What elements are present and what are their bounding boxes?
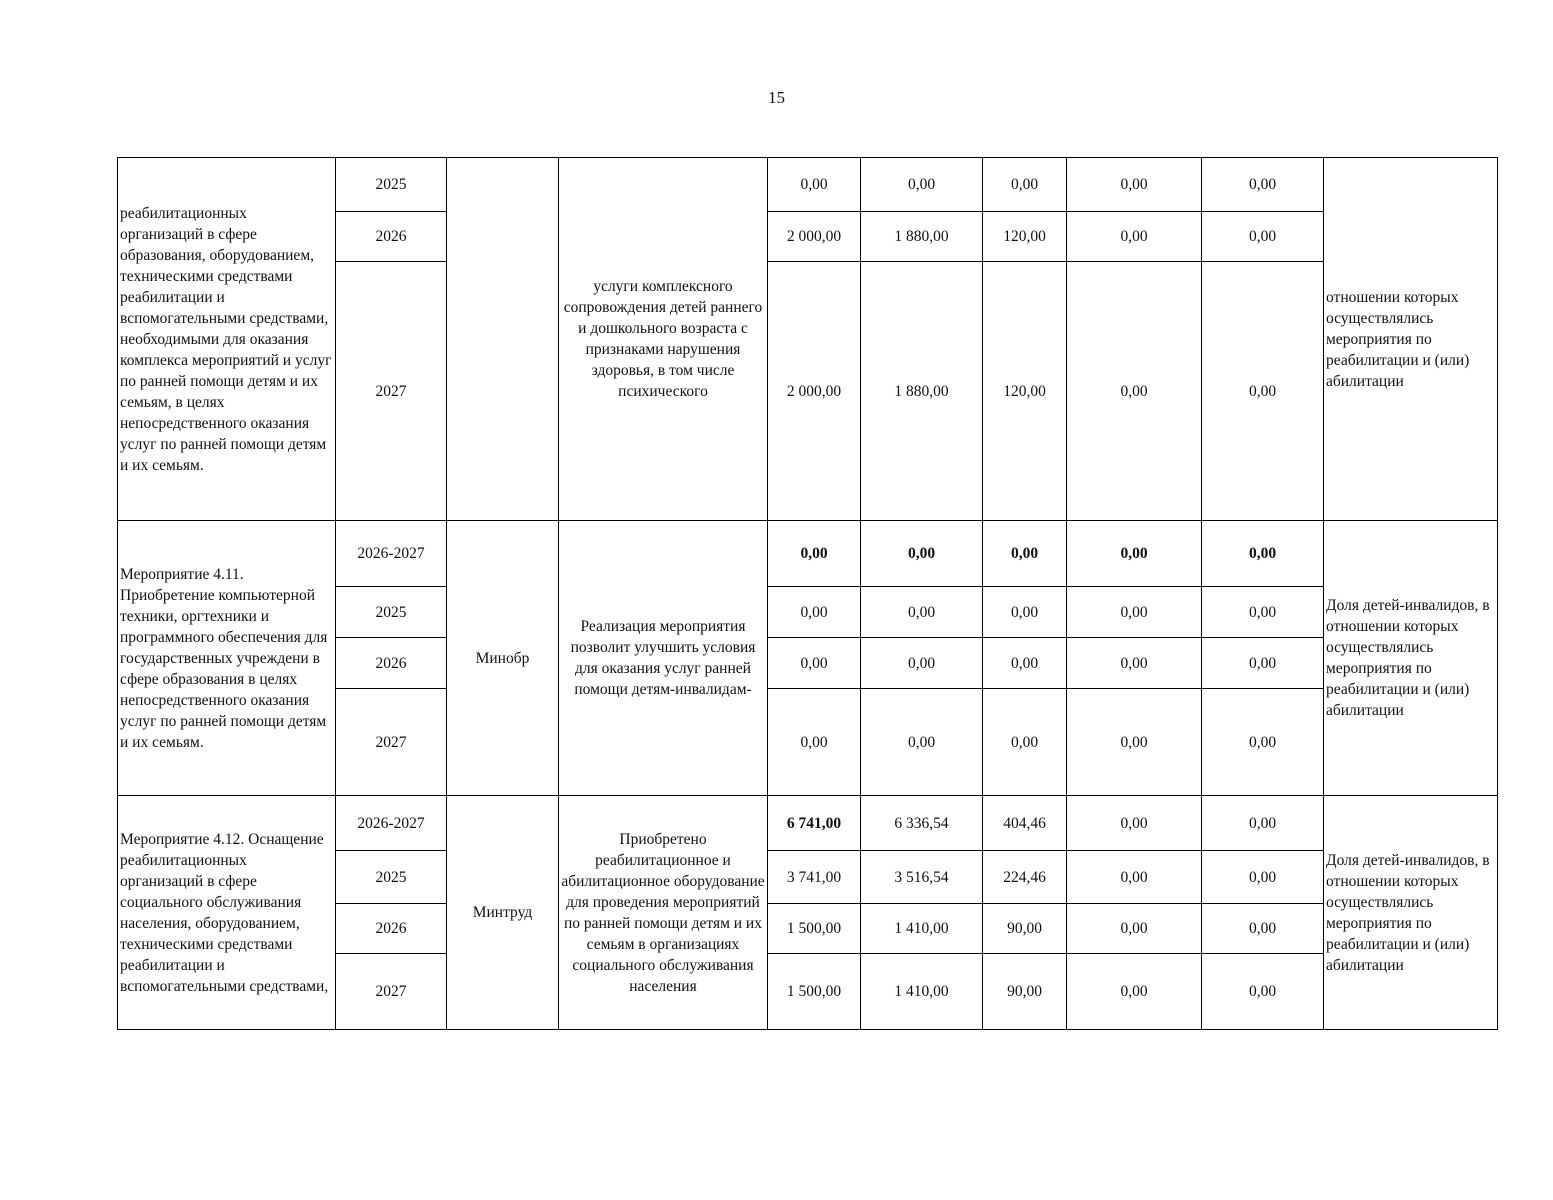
value-cell: 0,00 xyxy=(1202,521,1324,587)
value-cell: 0,00 xyxy=(983,158,1067,212)
value-cell: 0,00 xyxy=(983,521,1067,587)
total-value-cell: 1 500,00 xyxy=(768,904,861,954)
value-cell: 0,00 xyxy=(1067,638,1202,689)
value-cell: 0,00 xyxy=(861,521,983,587)
total-value-cell: 0,00 xyxy=(768,689,861,796)
value-cell: 1 410,00 xyxy=(861,904,983,954)
value-cell: 0,00 xyxy=(1202,796,1324,851)
value-cell: 0,00 xyxy=(861,638,983,689)
value-cell: 0,00 xyxy=(1067,262,1202,521)
value-cell: 90,00 xyxy=(983,954,1067,1030)
activity-name-cell: Мероприятие 4.11. Приобретение компьютерной техники, оргтехники и программного обеспечения для государственных учреждени в сфере образования в целях непосредственного оказания услуг по ранней помощи детям и их семьям. xyxy=(118,521,336,796)
total-value-cell: 1 500,00 xyxy=(768,954,861,1030)
value-cell: 0,00 xyxy=(1067,158,1202,212)
value-cell: 0,00 xyxy=(1202,638,1324,689)
total-value-cell: 0,00 xyxy=(768,638,861,689)
total-value-cell: 6 741,00 xyxy=(768,796,861,851)
year-cell: 2026 xyxy=(336,212,447,262)
year-cell: 2025 xyxy=(336,851,447,904)
total-value-cell: 0,00 xyxy=(768,587,861,638)
expected-result-cell: Приобретено реабилитационное и абилитационное оборудование для проведения мероприятий по ранней помощи детям и их семьям в организациях социального обслуживания населения xyxy=(559,796,768,1030)
expected-result-cell: Реализация мероприятия позволит улучшить условия для оказания услуг ранней помощи детям-инвалидам- xyxy=(559,521,768,796)
page-number: 15 xyxy=(768,88,785,107)
expected-result-cell: услуги комплексного сопровождения детей раннего и дошкольного возраста с признаками нарушения здоровья, в том числе психического xyxy=(559,158,768,521)
table-row xyxy=(118,521,1498,587)
total-value-cell: 3 741,00 xyxy=(768,851,861,904)
year-cell: 2025 xyxy=(336,587,447,638)
value-cell: 0,00 xyxy=(1067,689,1202,796)
activity-name-cell: Мероприятие 4.12. Оснащение реабилитационных организаций в сфере социального обслуживания населения, оборудованием, техническими средствами реабилитации и вспомогательными средствами, xyxy=(118,796,336,1030)
value-cell: 0,00 xyxy=(983,689,1067,796)
year-cell: 2027 xyxy=(336,689,447,796)
value-cell: 0,00 xyxy=(1202,689,1324,796)
value-cell: 1 880,00 xyxy=(861,262,983,521)
total-value-cell: 2 000,00 xyxy=(768,212,861,262)
value-cell: 224,46 xyxy=(983,851,1067,904)
value-cell: 0,00 xyxy=(1067,521,1202,587)
year-cell: 2027 xyxy=(336,954,447,1030)
value-cell: 120,00 xyxy=(983,212,1067,262)
value-cell: 0,00 xyxy=(1067,851,1202,904)
year-cell: 2026-2027 xyxy=(336,521,447,587)
year-cell: 2026 xyxy=(336,638,447,689)
value-cell: 0,00 xyxy=(1202,954,1324,1030)
year-cell: 2027 xyxy=(336,262,447,521)
table-row xyxy=(118,796,1498,851)
value-cell: 0,00 xyxy=(1067,904,1202,954)
value-cell: 0,00 xyxy=(861,158,983,212)
program-activities-table xyxy=(117,157,1498,1030)
year-cell: 2026 xyxy=(336,904,447,954)
value-cell: 3 516,54 xyxy=(861,851,983,904)
year-cell: 2026-2027 xyxy=(336,796,447,851)
year-cell: 2025 xyxy=(336,158,447,212)
indicator-cell: Доля детей-инвалидов, в отношении которых осуществлялись мероприятия по реабилитации и (или) абилитации xyxy=(1324,521,1498,796)
value-cell: 0,00 xyxy=(983,638,1067,689)
value-cell: 0,00 xyxy=(861,689,983,796)
value-cell: 1 410,00 xyxy=(861,954,983,1030)
total-value-cell: 0,00 xyxy=(768,521,861,587)
value-cell: 0,00 xyxy=(1202,212,1324,262)
value-cell: 0,00 xyxy=(1202,587,1324,638)
value-cell: 404,46 xyxy=(983,796,1067,851)
total-value-cell: 0,00 xyxy=(768,158,861,212)
value-cell: 0,00 xyxy=(1067,212,1202,262)
activity-name-cell: реабилитационных организаций в сфере образования, оборудованием, техническими средствами реабилитации и вспомогательными средствами, необходимыми для оказания комплекса мероприятий и услуг по ранней помощи детям и их семьям, в целях непосредственного оказания услуг по ранней помощи детям и их семьям. xyxy=(118,158,336,521)
table-row xyxy=(118,158,1498,212)
value-cell: 90,00 xyxy=(983,904,1067,954)
responsible-org-cell: Минобр xyxy=(447,521,559,796)
value-cell: 1 880,00 xyxy=(861,212,983,262)
value-cell: 0,00 xyxy=(983,587,1067,638)
value-cell: 0,00 xyxy=(1067,587,1202,638)
value-cell: 0,00 xyxy=(1202,262,1324,521)
value-cell: 0,00 xyxy=(861,587,983,638)
total-value-cell: 2 000,00 xyxy=(768,262,861,521)
value-cell: 120,00 xyxy=(983,262,1067,521)
value-cell: 0,00 xyxy=(1067,796,1202,851)
value-cell: 6 336,54 xyxy=(861,796,983,851)
responsible-org-cell xyxy=(447,158,559,521)
value-cell: 0,00 xyxy=(1067,954,1202,1030)
responsible-org-cell: Минтруд xyxy=(447,796,559,1030)
indicator-cell: Доля детей-инвалидов, в отношении которых осуществлялись мероприятия по реабилитации и (или) абилитации xyxy=(1324,796,1498,1030)
value-cell: 0,00 xyxy=(1202,851,1324,904)
value-cell: 0,00 xyxy=(1202,904,1324,954)
value-cell: 0,00 xyxy=(1202,158,1324,212)
indicator-cell: отношении которых осуществлялись мероприятия по реабилитации и (или) абилитации xyxy=(1324,158,1498,521)
